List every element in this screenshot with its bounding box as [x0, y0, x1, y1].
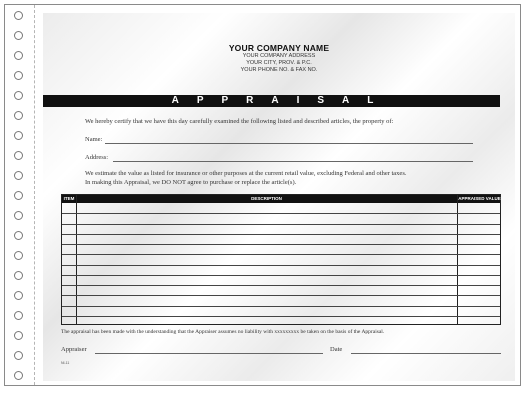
table-row[interactable] [62, 295, 500, 296]
sprocket-strip [5, 5, 35, 385]
date-line[interactable] [351, 353, 501, 354]
company-name: YOUR COMPANY NAME [228, 43, 330, 53]
header-appraised-value: APPRAISED VALUE [458, 196, 501, 201]
name-label: Name: [85, 136, 103, 143]
estimate-line-1: We estimate the value as listed for insurance or other purposes at the current retail value, excluding Federal and other taxes. [85, 170, 407, 177]
sprocket-hole [14, 251, 23, 260]
liability-disclaimer: The appraisal has been made with the understanding that the Appraiser assumes no liability with xxxxxxxxx be taken on the basis of the Appraisal. [61, 329, 385, 335]
table-row[interactable] [62, 254, 500, 255]
sprocket-hole [14, 11, 23, 20]
estimate-statement [85, 170, 406, 187]
company-address: YOUR COMPANY ADDRESS [242, 53, 316, 59]
name-field-line[interactable] [105, 143, 473, 144]
date-label: Date [330, 346, 343, 353]
company-phone: YOUR PHONE NO. & FAX NO. [240, 67, 318, 73]
sprocket-hole [14, 131, 23, 140]
header-item: ITEM [63, 196, 75, 201]
company-city: YOUR CITY, PROV. & P.C. [246, 60, 312, 66]
sprocket-hole [14, 51, 23, 60]
sprocket-hole [14, 351, 23, 360]
sprocket-hole [14, 91, 23, 100]
address-field-line[interactable] [113, 161, 473, 162]
table-row[interactable] [62, 213, 500, 214]
sprocket-hole [14, 291, 23, 300]
form-code: NI-11 [61, 361, 70, 365]
sprocket-hole [14, 71, 23, 80]
sprocket-hole [14, 151, 23, 160]
sprocket-hole [14, 271, 23, 280]
form-paper [43, 13, 515, 381]
table-row[interactable] [62, 316, 500, 317]
sprocket-hole [14, 311, 23, 320]
table-row[interactable] [62, 265, 500, 266]
sprocket-hole [14, 371, 23, 380]
sprocket-hole [14, 331, 23, 340]
address-label: Address: [85, 154, 109, 161]
items-table [61, 194, 501, 325]
sprocket-hole [14, 211, 23, 220]
estimate-line-2: In making this Appraisal, we DO NOT agree to purchase or replace the article(s). [85, 178, 297, 186]
table-row[interactable] [62, 224, 500, 225]
appraiser-label: Appraiser [61, 346, 87, 353]
company-header [43, 43, 515, 74]
certify-statement: We hereby certify that we have this day carefully examined the following listed and described articles, the property of: [85, 118, 394, 125]
appraiser-signature-line[interactable] [95, 353, 323, 354]
table-row[interactable] [62, 275, 500, 276]
table-row[interactable] [62, 306, 500, 307]
header-description: DESCRIPTION [251, 196, 282, 201]
sprocket-hole [14, 191, 23, 200]
table-row[interactable] [62, 244, 500, 245]
appraisal-form [4, 4, 521, 386]
table-header [62, 195, 500, 203]
table-row[interactable] [62, 285, 500, 286]
sprocket-hole [14, 171, 23, 180]
appraisal-banner: APPRAISAL [43, 95, 500, 107]
sprocket-hole [14, 31, 23, 40]
sprocket-hole [14, 111, 23, 120]
sprocket-hole [14, 231, 23, 240]
table-row[interactable] [62, 234, 500, 235]
